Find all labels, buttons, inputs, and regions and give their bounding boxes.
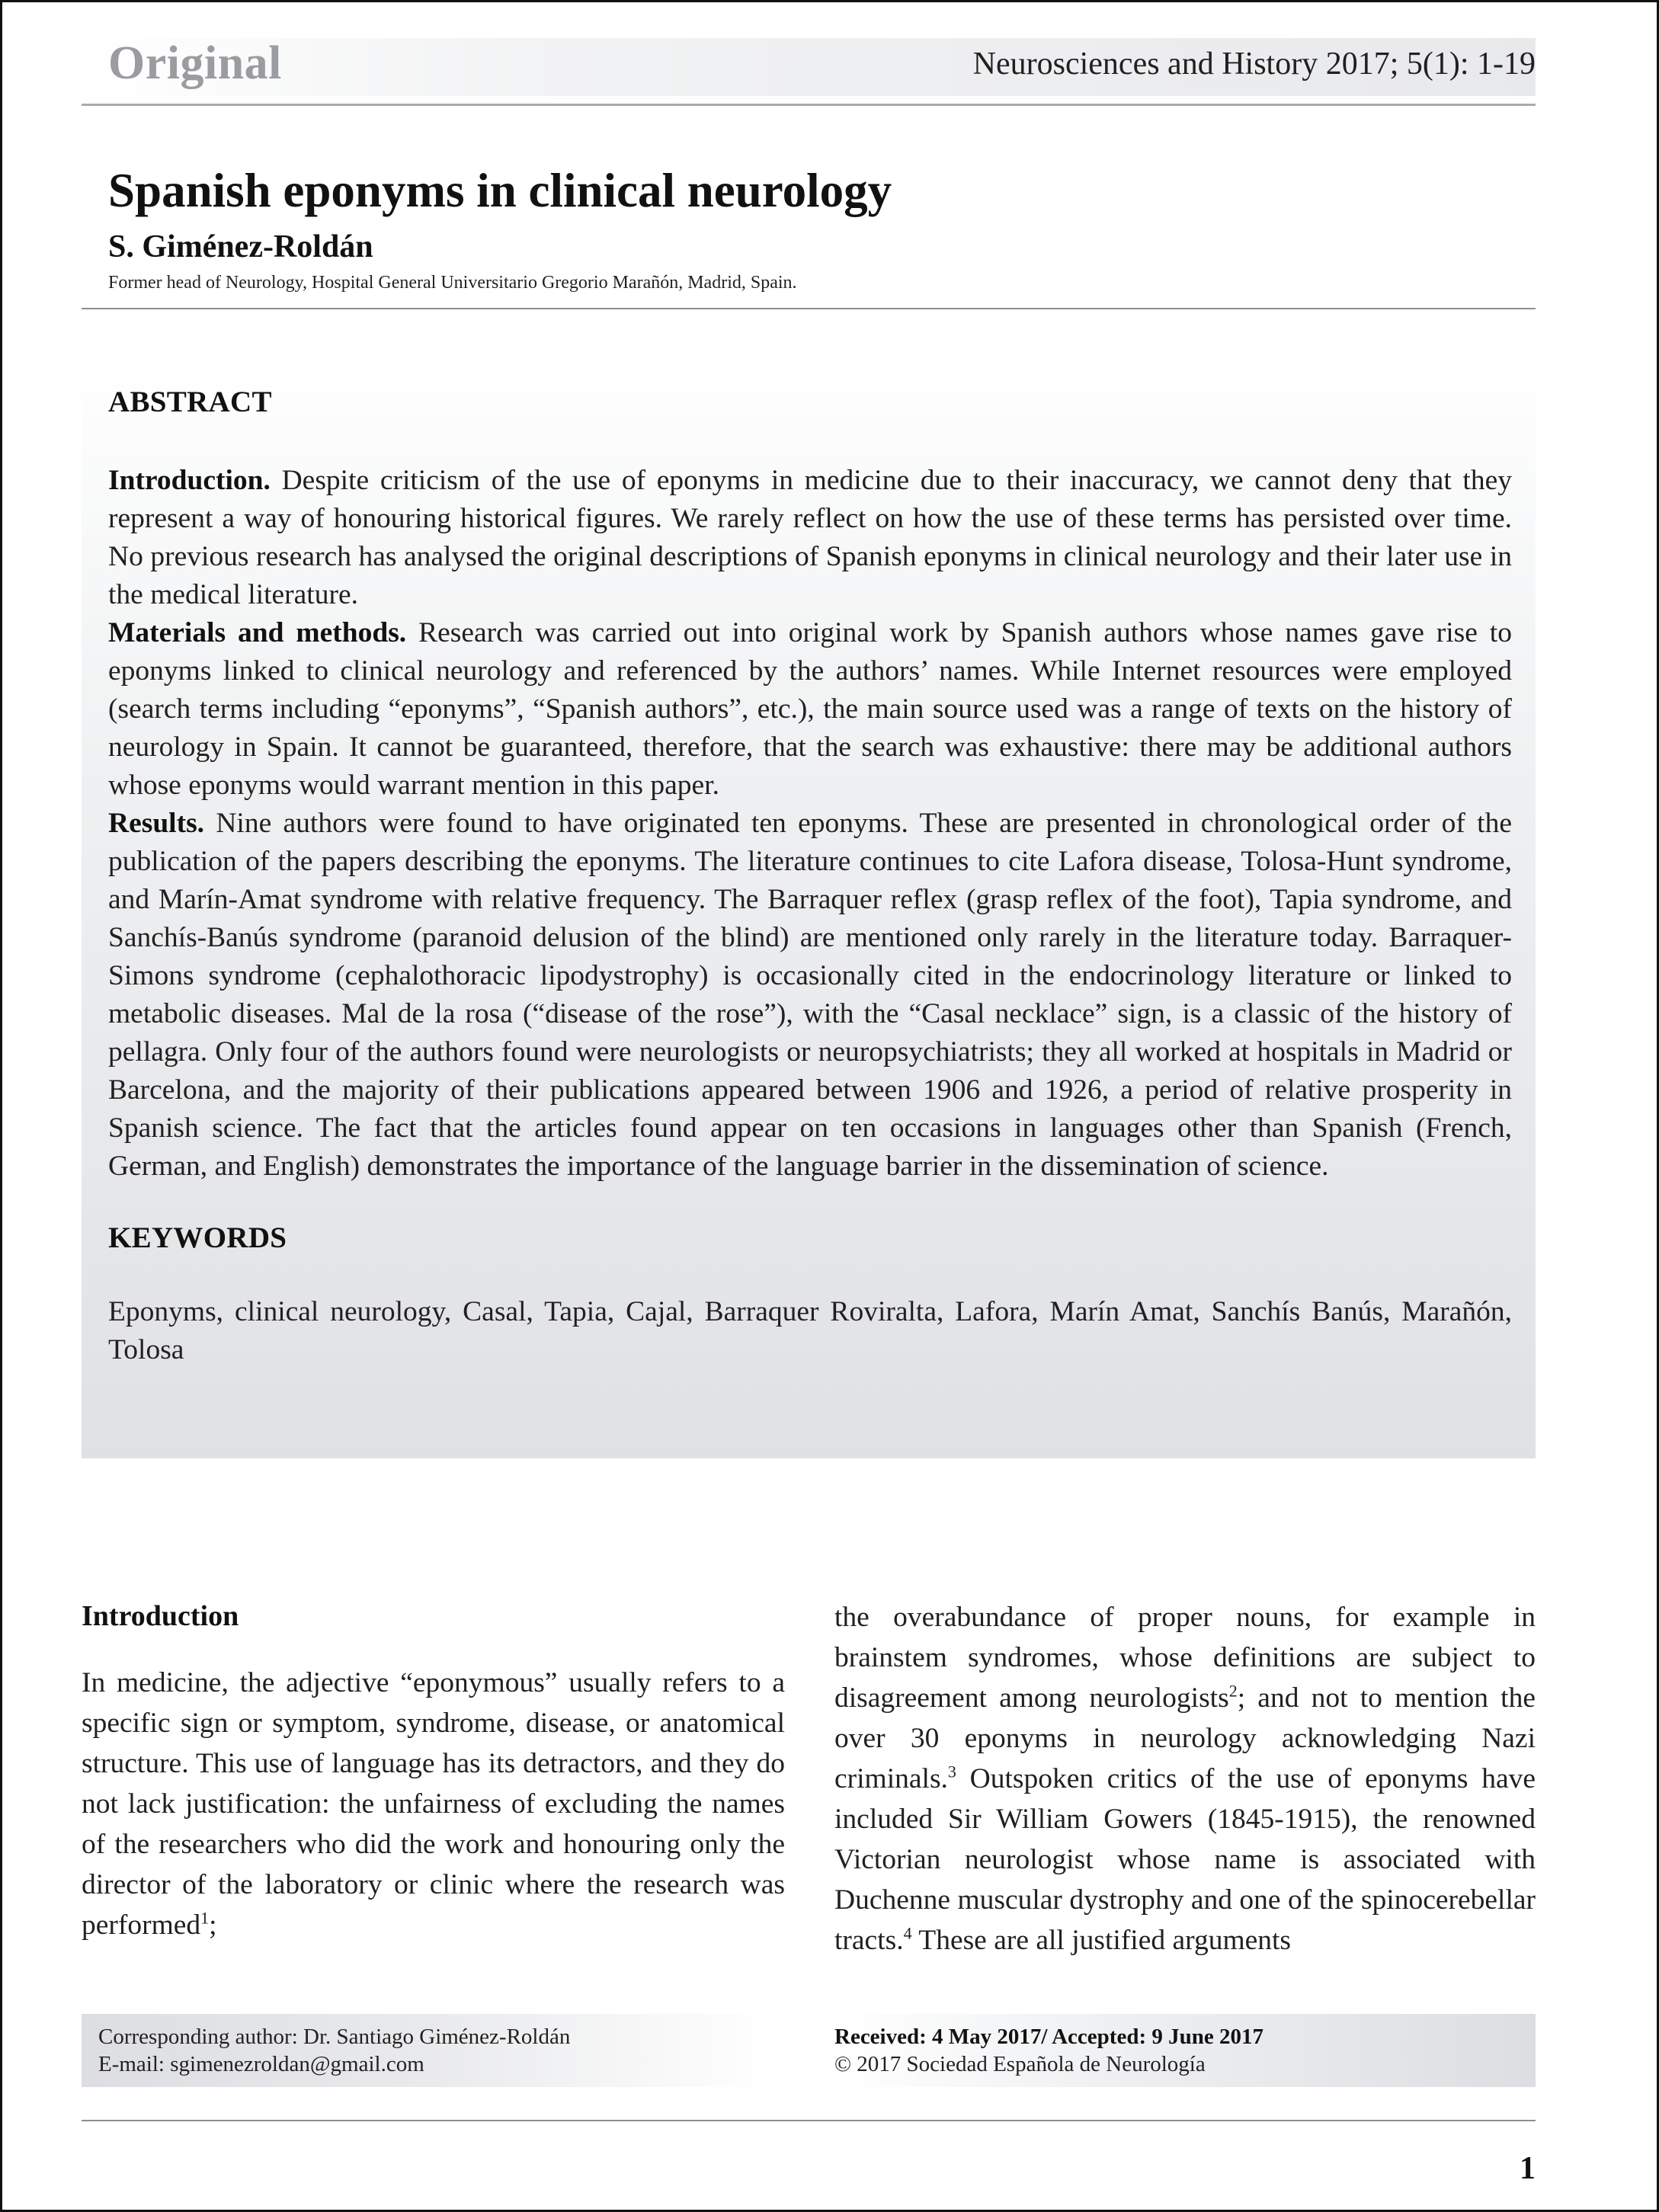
page-number: 1 [1520,2151,1536,2186]
journal-citation: Neurosciences and History 2017; 5(1): 1-19 [972,46,1536,82]
publication-dates-box [834,2014,1536,2087]
abstract-section [108,385,1512,1369]
introduction-heading: Introduction [82,1600,239,1632]
body-paragraph-left [82,1663,785,1945]
section-type-label: Original [108,37,282,89]
corresponding-author-box [82,2014,773,2087]
copyright-notice: © 2017 Sociedad Española de Neurología [834,2052,1206,2076]
reference-marker[interactable]: 2 [1228,1681,1238,1701]
body-text-segment: the overabundance of proper nouns, for example in brainstem syndromes, whose definitions are subject to disagreement among neurologists [834,1602,1536,1714]
body-paragraph-right [834,1597,1536,1961]
body-text-segment: Outspoken critics of the use of eponyms have included Sir William Gowers (1845-1915), the renowned Victorian neurologist whose name is associated with Duchenne muscular dystrophy and one of the spinocerebellar tracts. [834,1763,1536,1956]
abstract-results-label: Results. [108,808,205,839]
body-text-segment: In medicine, the adjective “eponymous” usually refers to a specific sign or symptom, syndrome, disease, or anatomical structure. This use of language has its detractors, and they do not lack justification: the unfairness of excluding the names of the researchers who did the work and honouring only the director of the laboratory or clinic where the research was performed [82,1667,785,1941]
abstract-introduction [108,462,1512,614]
keywords-text: Eponyms, clinical neurology, Casal, Tapia, Cajal, Barraquer Roviralta, Lafora, Marín Amat, Sanchís Banús, Marañón, Tolosa [108,1296,1512,1365]
abstract-heading: ABSTRACT [108,386,272,418]
body-text-segment: ; [209,1909,217,1941]
body-text-segment: These are all justified arguments [911,1925,1292,1956]
reference-marker[interactable]: 3 [947,1762,956,1781]
received-accepted-dates: Received: 4 May 2017/ Accepted: 9 June 2017 [834,2025,1263,2049]
body-column-left [82,1597,785,1945]
author-email[interactable]: E-mail: sgimenezroldan@gmail.com [98,2052,424,2076]
corresponding-author: Corresponding author: Dr. Santiago Giménez-Roldán [98,2025,571,2049]
abstract-introduction-label: Introduction. [108,465,271,496]
footer-divider [82,2120,1536,2121]
author-affiliation: Former head of Neurology, Hospital General Universitario Gregorio Marañón, Madrid, Spain. [108,273,797,293]
abstract-introduction-text: Despite criticism of the use of eponyms in medicine due to their inaccuracy, we cannot deny that they represent a way of honouring historical figures. We rarely reflect on how the use of these terms has persisted over time. No previous research has analysed the original descriptions of Spanish eponyms in clinical neurology and their later use in the medical literature. [108,465,1512,610]
article-title: Spanish eponyms in clinical neurology [108,164,892,217]
reference-marker[interactable]: 4 [903,1923,912,1943]
header-divider [82,104,1536,106]
body-text-segment: ; and not to mention the over 30 eponyms in neurology acknowledging Nazi criminals. [834,1682,1536,1794]
abstract-methods [108,614,1512,805]
abstract-methods-label: Materials and methods. [108,617,407,648]
author-name: S. Giménez-Roldán [108,229,373,264]
body-column-right [834,1597,1536,1961]
reference-marker[interactable]: 1 [200,1908,210,1928]
keywords-heading: KEYWORDS [108,1221,287,1254]
abstract-methods-text: Research was carried out into original work by Spanish authors whose names gave rise to eponyms linked to clinical neurology and referenced by the authors’ names. While Internet resources were employed (search terms including “eponyms”, “Spanish authors”, etc.), the main source used was a range of texts on the history of neurology in Spain. It cannot be guaranteed, therefore, that the search was exhaustive: there may be additional authors whose eponyms would warrant mention in this paper. [108,617,1512,801]
title-divider [82,308,1536,309]
abstract-results [108,805,1512,1186]
abstract-results-text: Nine authors were found to have originated ten eponyms. These are presented in chronological order of the publication of the papers describing the eponyms. The literature continues to cite Lafora disease, Tolosa-Hunt syndrome, and Marín-Amat syndrome with relative frequency. The Barraquer reflex (grasp reflex of the foot), Tapia syndrome, and Sanchís-Banús syndrome (paranoid delusion of the blind) are mentioned only rarely in the literature today. Barraquer-Simons syndrome (cephalothoracic lipodystrophy) is occasionally cited in the endocrinology literature or linked to metabolic diseases. Mal de la rosa (“disease of the rose”), with the “Casal necklace” sign, is a classic of the history of pellagra. Only four of the authors found were neurologists or neuropsychiatrists; they all worked at hospitals in Madrid or Barcelona, and the majority of their publications appeared between 1906 and 1926, a period of relative prosperity in Spanish science. The fact that the articles found appear on ten occasions in languages other than Spanish (French, German, and English) demonstrates the importance of the language barrier in the dissemination of science. [108,808,1512,1182]
